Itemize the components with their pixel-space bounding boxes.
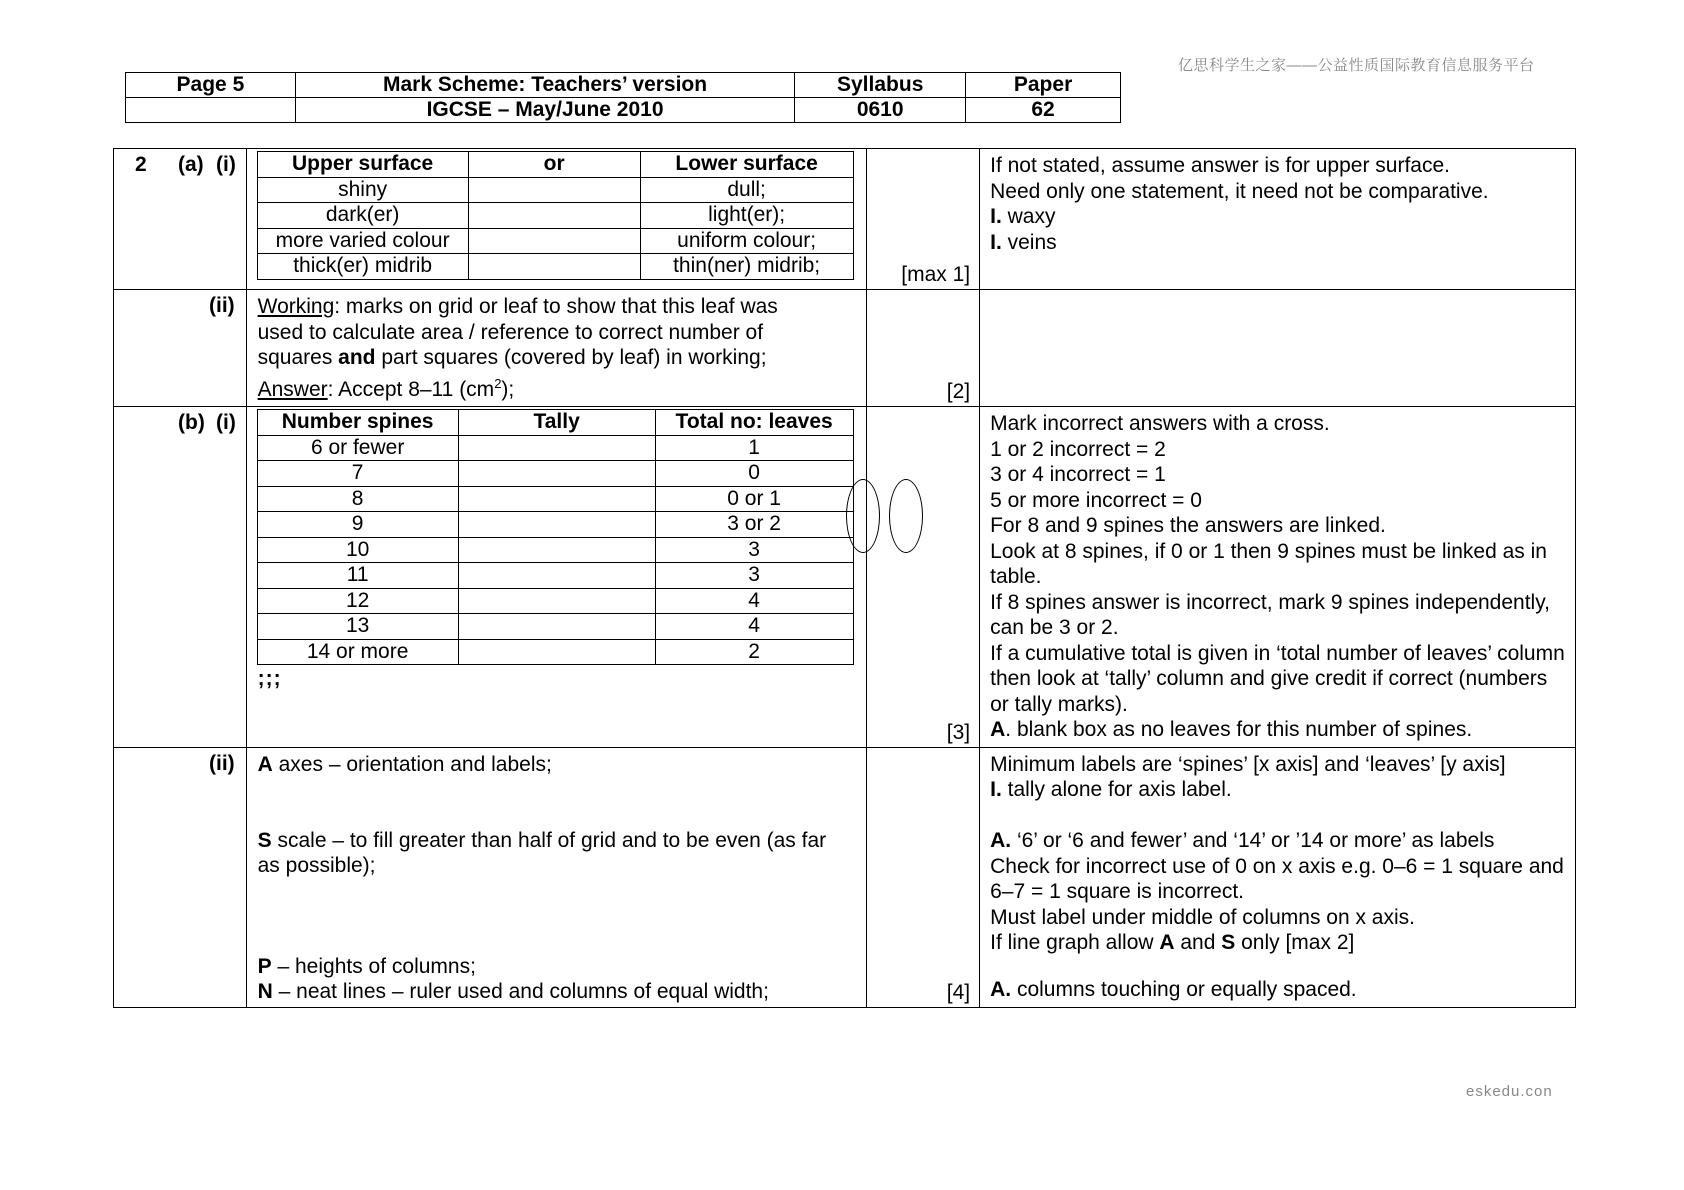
answer-2b-i [246, 407, 866, 748]
guidance-bold: S [1221, 931, 1236, 954]
surface-row [257, 203, 853, 229]
spines-row [257, 486, 853, 512]
criterion-label: N [257, 979, 273, 1003]
tally-cell [458, 435, 655, 461]
marks-value: [3] [946, 720, 971, 744]
spines-cell: 11 [257, 563, 458, 589]
spines-row [257, 588, 853, 614]
spines-table [257, 409, 854, 665]
header-page: Page 5 [126, 73, 296, 98]
leaves-cell: 3 or 2 [655, 512, 853, 538]
guidance-2a-ii [980, 290, 1576, 407]
mark-scheme-table [113, 148, 1576, 1008]
answer-label: Answer [257, 377, 328, 401]
accept-text: ‘6’ or ‘6 and fewer’ and ‘14’ or ’14 or more’ as labels [1011, 829, 1495, 852]
guidance-2a-i [980, 149, 1576, 290]
working-bold: and [338, 346, 376, 369]
ignore-text: tally alone for axis label. [1001, 778, 1232, 801]
answer-2b-ii [246, 747, 866, 1007]
accept-label: A. [990, 829, 1012, 852]
upper-cell: thick(er) midrib [257, 254, 468, 280]
tally-cell [458, 563, 655, 589]
guidance-line [990, 717, 1565, 743]
header-exam: IGCSE – May/June 2010 [295, 98, 794, 123]
sub-label: (ii) [209, 294, 235, 317]
watermark-top: 亿思科学生之家——公益性质国际教育信息服务平台 [1178, 57, 1535, 74]
header-title: Mark Scheme: Teachers’ version [295, 73, 794, 98]
header-paper-label: Paper [966, 73, 1121, 98]
guidance-2b-ii [980, 747, 1576, 1007]
answer-2a-i [246, 149, 866, 290]
spines-row [257, 537, 853, 563]
or-cell [468, 228, 640, 254]
upper-cell: more varied colour [257, 228, 468, 254]
spines-row [257, 512, 853, 538]
leaves-cell: 0 or 1 [655, 486, 853, 512]
header-paper-value: 62 [966, 98, 1121, 123]
or-cell [468, 177, 640, 203]
row-2a-ii [114, 290, 1576, 407]
guidance-line [990, 828, 1565, 854]
or-cell [468, 203, 640, 229]
lower-cell: light(er); [640, 203, 853, 229]
guidance-line: If not stated, assume answer is for upper surface. [990, 154, 1450, 177]
marks-value: [max 1] [901, 263, 971, 286]
ignore-label: I. [990, 778, 1002, 801]
surface-header-lower: Lower surface [640, 152, 853, 178]
criterion-text: scale – to fill greater than half of grid and to be even (as far as possible); [257, 828, 827, 877]
question-label-2a-ii [114, 290, 247, 407]
guidance-line [990, 977, 1565, 1003]
spines-cell: 9 [257, 512, 458, 538]
spines-row [257, 639, 853, 665]
link-oval-left [846, 479, 880, 553]
header-row-1 [126, 73, 1121, 98]
surface-row [257, 177, 853, 203]
surface-table [257, 151, 854, 280]
guidance-text: only [max 2] [1235, 931, 1355, 954]
guidance-line: 5 or more incorrect = 0 [990, 488, 1202, 512]
header-syllabus-label: Syllabus [795, 73, 966, 98]
header-table [125, 72, 1121, 123]
sub-label: (ii) [209, 751, 235, 775]
accept-text: . blank box as no leaves for this number of spines. [1005, 718, 1473, 741]
tally-cell [458, 486, 655, 512]
leaves-cell: 3 [655, 537, 853, 563]
marks-2b-i [866, 407, 980, 748]
accept-label: A [990, 718, 1006, 741]
criterion-label: A [257, 752, 273, 776]
header-blank [126, 98, 296, 123]
ignore-text: veins [1001, 230, 1057, 254]
ignore-text: waxy [1001, 205, 1056, 228]
guidance-line: 3 or 4 incorrect = 1 [990, 463, 1166, 486]
leaves-cell: 3 [655, 563, 853, 589]
guidance-line: Minimum labels are ‘spines’ [x axis] and ‘leaves’ [y axis] [990, 752, 1506, 776]
or-cell [468, 254, 640, 280]
spines-row [257, 563, 853, 589]
answer-superscript: 2 [494, 375, 502, 391]
question-label-2b-ii [114, 747, 247, 1007]
link-oval-right [889, 479, 923, 553]
spines-table-wrap [247, 409, 866, 665]
marks-value: [4] [946, 980, 971, 1004]
marks-2b-ii [866, 747, 980, 1007]
criterion-text: axes – orientation and labels; [272, 752, 552, 776]
criterion-a [258, 752, 836, 778]
sub-label: (i) [216, 411, 236, 434]
part-label: (b) [178, 411, 205, 434]
leaves-cell: 4 [655, 588, 853, 614]
spines-cell: 13 [257, 614, 458, 640]
answer-text: : Accept 8–11 (cm [327, 377, 495, 401]
tally-cell [458, 512, 655, 538]
tally-cell [458, 614, 655, 640]
marks-value: [2] [946, 380, 971, 403]
criterion-p [258, 954, 856, 980]
guidance-line: Need only one statement, it need not be comparative. [990, 179, 1489, 203]
question-label-2a-i [114, 149, 247, 290]
spines-cell: 7 [257, 461, 458, 487]
guidance-text: If line graph allow [990, 931, 1160, 954]
guidance-text: and [1174, 931, 1222, 954]
watermark-bottom: eskedu.con [1466, 1083, 1553, 1100]
guidance-line [990, 777, 1565, 803]
guidance-line: For 8 and 9 spines the answers are linked. [990, 514, 1386, 537]
surface-row [257, 228, 853, 254]
upper-cell: shiny [257, 177, 468, 203]
answer-end: ); [501, 377, 515, 401]
answer-2a-ii [246, 290, 866, 407]
criterion-label: S [257, 828, 272, 852]
tally-cell [458, 639, 655, 665]
criterion-text: – neat lines – ruler used and columns of equal width; [272, 979, 769, 1003]
tally-cell [458, 537, 655, 563]
ignore-label: I. [990, 205, 1002, 228]
spines-cell: 10 [257, 537, 458, 563]
spines-cell: 12 [257, 588, 458, 614]
guidance-line: Check for incorrect use of 0 on x axis e.g. 0–6 = 1 square and 6–7 = 1 square is incorrect. [990, 854, 1564, 903]
header-row-2 [126, 98, 1121, 123]
surface-header-or: or [468, 152, 640, 178]
tally-cell [458, 461, 655, 487]
spines-cell: 14 or more [257, 639, 458, 665]
working-text-end: part squares (covered by leaf) in working; [375, 346, 767, 369]
guidance-line: Look at 8 spines, if 0 or 1 then 9 spines must be linked as in table. [990, 539, 1547, 588]
surface-header-upper: Upper surface [257, 152, 468, 178]
row-2b-ii [114, 747, 1576, 1007]
guidance-line [990, 204, 1565, 230]
spines-cell: 8 [257, 486, 458, 512]
sub-label: (i) [216, 153, 236, 176]
spines-header-tally: Tally [458, 410, 655, 436]
tally-cell [458, 588, 655, 614]
working-label: Working [257, 295, 335, 318]
ignore-label: I. [990, 230, 1002, 254]
criterion-text: – heights of columns; [271, 954, 476, 978]
question-label-2b-i [114, 407, 247, 748]
surface-row [257, 254, 853, 280]
leaves-cell: 4 [655, 614, 853, 640]
part-label: (a) [178, 153, 204, 176]
guidance-line: If a cumulative total is given in ‘total number of leaves’ column then look at ‘tally’ column and give credit if correct (numbers or tally marks). [990, 641, 1565, 716]
row-2a-i [114, 149, 1576, 290]
guidance-line: 1 or 2 incorrect = 2 [990, 437, 1166, 461]
guidance-bold: A [1159, 931, 1175, 954]
criterion-s [258, 828, 836, 879]
spines-header-number: Number spines [257, 410, 458, 436]
spines-row [257, 461, 853, 487]
leaves-cell: 0 [655, 461, 853, 487]
upper-cell: dark(er) [257, 203, 468, 229]
spines-row [257, 614, 853, 640]
question-number: 2 [135, 153, 147, 176]
spines-header-total: Total no: leaves [655, 410, 853, 436]
spines-row [257, 435, 853, 461]
guidance-line: If 8 spines answer is incorrect, mark 9 spines independently, can be 3 or 2. [990, 590, 1550, 639]
lower-cell: uniform colour; [640, 228, 853, 254]
leaves-cell: 1 [655, 435, 853, 461]
marks-2a-i [866, 149, 980, 290]
criterion-label: P [257, 954, 272, 978]
guidance-line [990, 230, 1565, 256]
guidance-line: Mark incorrect answers with a cross. [990, 412, 1330, 435]
marks-2a-ii [866, 290, 980, 407]
guidance-2b-i [980, 407, 1576, 748]
guidance-line [990, 930, 1565, 956]
row-2b-i [114, 407, 1576, 748]
header-syllabus-value: 0610 [795, 98, 966, 123]
lower-cell: dull; [640, 177, 853, 203]
guidance-line: Must label under middle of columns on x axis. [990, 905, 1415, 929]
leaves-cell: 2 [655, 639, 853, 665]
spines-cell: 6 or fewer [257, 435, 458, 461]
working-text: : marks on grid or leaf to show that this leaf was used to calculate area / reference to correct number of squares [257, 295, 778, 369]
lower-cell: thin(ner) midrib; [640, 254, 853, 280]
criterion-n [258, 979, 856, 1005]
tick-marks: ;;; [257, 667, 282, 690]
accept-label: A. [990, 977, 1012, 1001]
accept-text: columns touching or equally spaced. [1011, 977, 1357, 1001]
